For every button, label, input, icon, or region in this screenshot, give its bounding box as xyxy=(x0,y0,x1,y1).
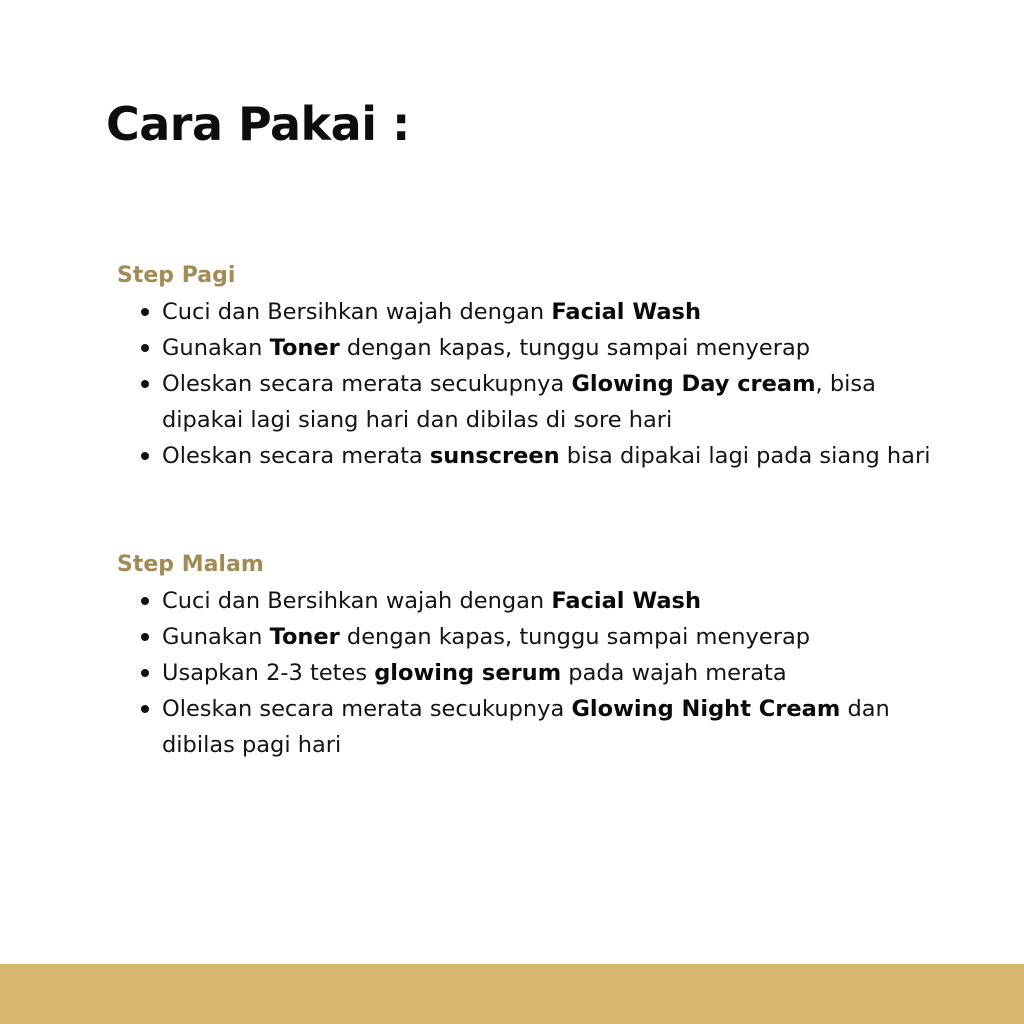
step-pagi-heading: Step Pagi xyxy=(117,263,236,288)
bullet-icon xyxy=(141,597,149,605)
bullet-icon xyxy=(141,705,149,713)
bullet-icon xyxy=(141,308,149,316)
product-name: sunscreen xyxy=(429,443,560,469)
list-item xyxy=(117,366,937,438)
bullet-icon xyxy=(141,633,149,641)
product-name: Facial Wash xyxy=(551,299,701,325)
step-text: Oleskan secara merata secukupnya xyxy=(162,696,572,722)
step-text: dengan kapas, tunggu sampai menyerap xyxy=(339,624,811,650)
bullet-icon xyxy=(141,380,149,388)
list-item xyxy=(117,330,937,366)
list-item xyxy=(117,438,937,474)
step-text: Gunakan xyxy=(162,624,270,650)
list-item xyxy=(117,619,937,655)
step-text: Oleskan secara merata secukupnya xyxy=(162,371,572,397)
footer-band xyxy=(0,964,1024,1024)
product-name: Glowing Night Cream xyxy=(571,696,841,722)
list-item xyxy=(117,583,937,619)
list-item xyxy=(117,294,937,330)
product-name: Glowing Day cream xyxy=(571,371,816,397)
step-text: dan dibilas pagi hari xyxy=(162,696,890,758)
product-name: Toner xyxy=(269,624,340,650)
step-pagi-list xyxy=(117,294,937,474)
step-malam-list xyxy=(117,583,937,763)
bullet-icon xyxy=(141,344,149,352)
step-text: Cuci dan Bersihkan wajah dengan xyxy=(162,588,552,614)
product-name: Toner xyxy=(269,335,340,361)
list-item xyxy=(117,655,937,691)
step-text: Cuci dan Bersihkan wajah dengan xyxy=(162,299,552,325)
step-text: bisa dipakai lagi pada siang hari xyxy=(559,443,931,469)
step-text: dengan kapas, tunggu sampai menyerap xyxy=(339,335,811,361)
bullet-icon xyxy=(141,452,149,460)
step-text: Gunakan xyxy=(162,335,270,361)
step-pagi-section xyxy=(117,258,937,474)
step-malam-section xyxy=(117,547,937,763)
list-item xyxy=(117,691,937,763)
bullet-icon xyxy=(141,669,149,677)
step-malam-heading: Step Malam xyxy=(117,552,264,577)
step-text: Oleskan secara merata xyxy=(162,443,430,469)
page-title: Cara Pakai : xyxy=(106,97,410,151)
product-name: Facial Wash xyxy=(551,588,701,614)
step-text: , bisa dipakai lagi siang hari dan dibilas di sore hari xyxy=(162,371,876,433)
step-text: Usapkan 2-3 tetes xyxy=(162,660,375,686)
step-text: pada wajah merata xyxy=(561,660,787,686)
product-name: glowing serum xyxy=(374,660,562,686)
